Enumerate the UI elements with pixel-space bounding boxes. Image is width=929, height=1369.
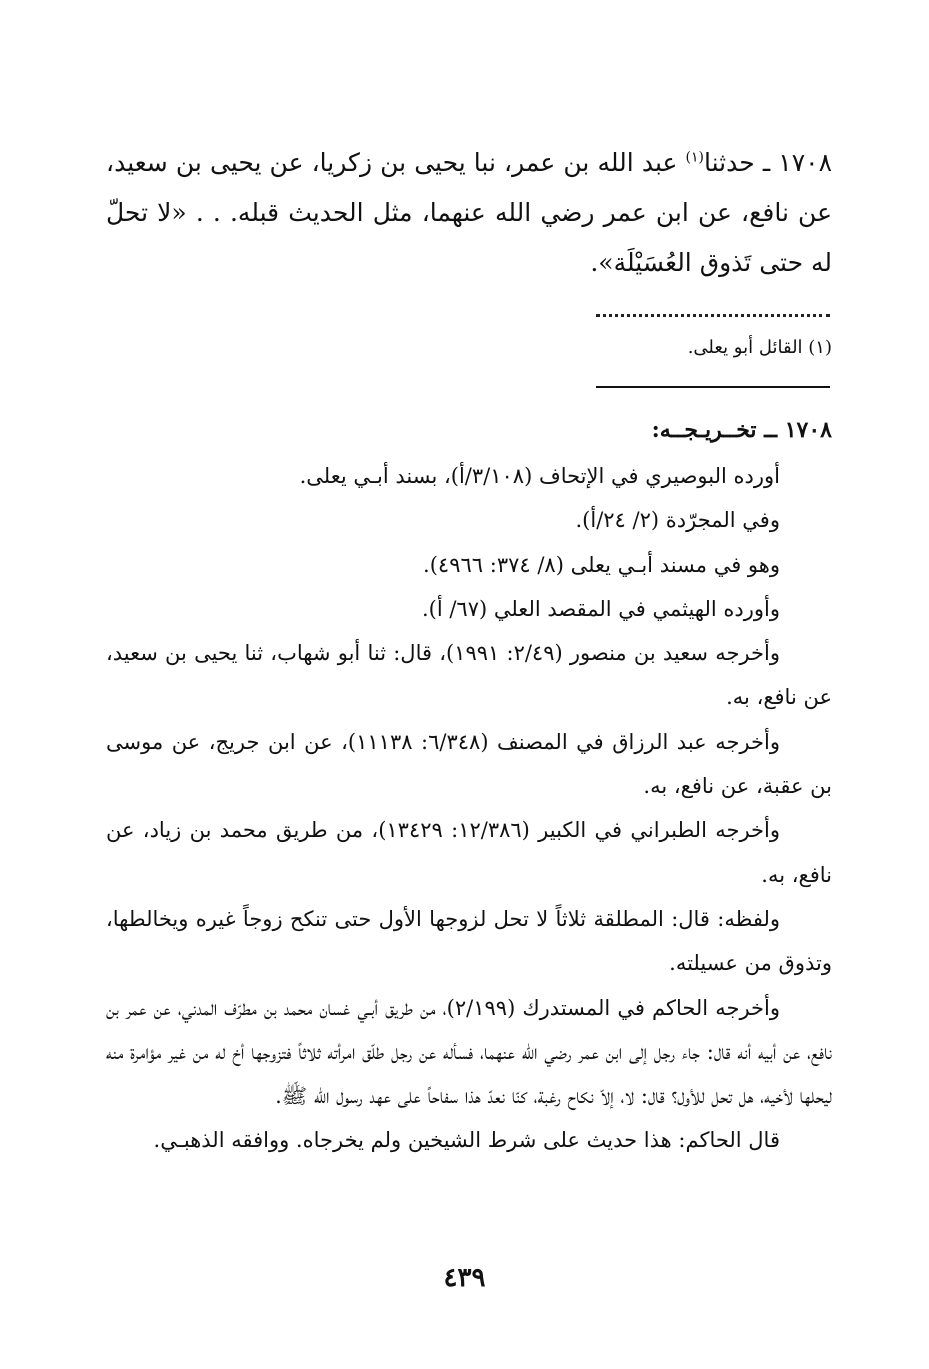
takhrij-paragraph: وأخرجه عبد الرزاق في المصنف (٦/٣٤٨: ١١١٣٨)، عن ابن جريج، عن موسى بن عقبة، عن نافع، به.	[106, 729, 832, 799]
hadith-text	[106, 138, 832, 288]
takhrij-paragraph: وهو في مسند أبـي يعلى (٨/ ٣٧٤: ٤٩٦٦).	[423, 552, 780, 577]
page-number: ٤٣٩	[443, 1263, 486, 1293]
takhrij-paragraph: ولفظه: قال: المطلقة ثلاثاً لا تحل لزوجها الأول حتى تنكح زوجاً غيره ويخالطها، وتذوق من عسيلته.	[106, 906, 832, 976]
takhrij-heading: ١٧٠٨ ــ تخــريـجــه:	[651, 417, 832, 443]
takhrij-paragraph: وأورده الهيثمي في المقصد العلي (٦٧/ أ).	[421, 596, 780, 621]
takhrij-paragraph: وأخرجه الحاكم في المستدرك (٢/١٩٩)، من طريق أبـي غسان محمد بن مطرّف المدني، عن عمر بن نافع، عن أبيه أنه قال: جاء رجل إلى ابن عمر رضي الله عنهما، فسأله عن رجل طلّق امرأته ثلاثاً فتزوجها أخ له من غير مؤامرة منه ليحلها لأخيه، هل تحل للأول؟ قال: لا، إلاّ نكاح رغبة، كنّا نعدّ هذا سفاحاً على عهد رسول الله ﷺ.	[106, 995, 832, 1109]
takhrij-paragraph: وفي المجرّدة (٢/ ٢٤/أ).	[575, 508, 780, 533]
takhrij-paragraph: أورده البوصيري في الإتحاف (٣/١٠٨/أ)، بسند أبـي يعلى.	[299, 464, 780, 488]
hadith-body: عبد الله بن عمر، نبا يحيى بن زكريا، عن يحيى بن سعيد، عن نافع، عن ابن عمر رضي الله عنهما، مثل الحديث قبله. . . «لا تحلّ له حتى تَذوق العُسَيْلَة».	[106, 148, 832, 277]
footnote-marker: (١)	[685, 149, 705, 166]
takhrij-body	[106, 454, 832, 1163]
dotted-separator	[596, 314, 830, 317]
hadith-lead-word: حدثنا	[704, 148, 755, 177]
section-rule	[596, 386, 830, 388]
footnote: (١) القائل أبو يعلى.	[687, 337, 832, 358]
takhrij-paragraph: وأخرجه الطبراني في الكبير (١٢/٣٨٦: ١٣٤٢٩)، من طريق محمد بن زياد، عن نافع، به.	[106, 818, 832, 887]
hadith-dash: ـ	[762, 148, 771, 177]
takhrij-paragraph: وأخرجه سعيد بن منصور (٢/٤٩: ١٩٩١)، قال: ثنا أبو شهاب، ثنا يحيى بن سعيد، عن نافع، به.	[106, 641, 832, 710]
hadith-number: ١٧٠٨	[778, 148, 833, 177]
takhrij-paragraph: قال الحاكم: هذا حديث على شرط الشيخين ولم يخرجاه. ووافقه الذهبـي.	[153, 1128, 780, 1153]
